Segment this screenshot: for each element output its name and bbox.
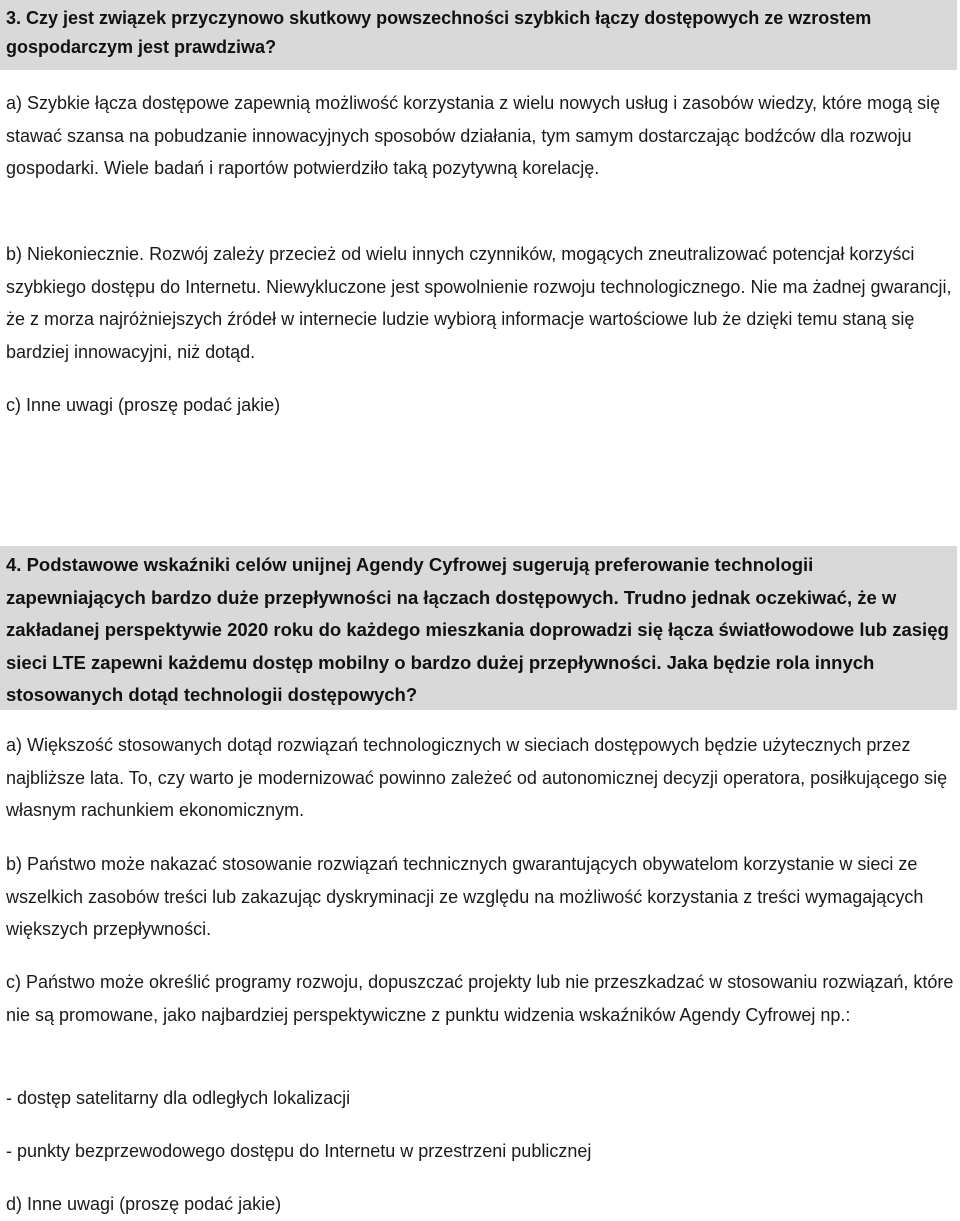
question-3-option-b: b) Niekoniecznie. Rozwój zależy przecież od wielu innych czynników, mogących zneutralizować potencjał korzyści szybkiego dostępu do Internetu. Niewykluczone jest spowolnienie rozwoju technologicznego. Nie ma żadnej gwarancji, że z morza najróżniejszych źródeł w internecie ludzie wybiorą informacje wartościowe lub że dzięki temu staną się bardziej innowacyjni, niż dotąd. <box>6 244 952 362</box>
question-4-option-c-item-wireless: - punkty bezprzewodowego dostępu do Internetu w przestrzeni publicznej <box>6 1141 592 1161</box>
question-3-heading: 3. Czy jest związek przyczynowo skutkowy powszechności szybkich łączy dostępowych ze wzrostem gospodarczym jest prawdziwa? <box>0 0 957 70</box>
question-4-option-c-item-satellite: - dostęp satelitarny dla odległych lokalizacji <box>6 1088 351 1108</box>
question-4-option-c: c) Państwo może określić programy rozwoju, dopuszczać projekty lub nie przeszkadzać w stosowaniu rozwiązań, które nie są promowane, jako najbardziej perspektywiczne z punktu widzenia wskaźników Agendy Cyfrowej np.: <box>6 972 954 1025</box>
question-4-heading: 4. Podstawowe wskaźniki celów unijnej Agendy Cyfrowej sugerują preferowanie technologii zapewniających bardzo duże przepływności na łączach dostępowych. Trudno jednak oczekiwać, że w zakładanej perspektywie 2020 roku do każdego mieszkania doprowadzi się łącza światłowodowe lub zasięg sieci LTE zapewni każdemu dostęp mobilny o bardzo dużej przepływności. Jaka będzie rola innych stosowanych dotąd technologii dostępowych? <box>0 546 957 710</box>
question-4-option-a: a) Większość stosowanych dotąd rozwiązań technologicznych w sieciach dostępowych będzie użytecznych przez najbliższe lata. To, czy warto je modernizować powinno zależeć od autonomicznej decyzji operatora, posiłkującego się własnym rachunkiem ekonomicznym. <box>6 735 948 820</box>
question-4-option-d: d) Inne uwagi (proszę podać jakie) <box>6 1194 282 1214</box>
question-4-option-b: b) Państwo może nakazać stosowanie rozwiązań technicznych gwarantujących obywatelom korzystanie w sieci ze wszelkich zasobów treści lub zakazując dyskryminacji ze względu na możliwość korzystania z treści wymagających większych przepływności. <box>6 854 924 939</box>
question-3-option-a: a) Szybkie łącza dostępowe zapewnią możliwość korzystania z wielu nowych usług i zasobów wiedzy, które mogą się stawać szansa na pobudzanie innowacyjnych sposobów działania, tym samym dostarczając bodźców dla rozwoju gospodarki. Wiele badań i raportów potwierdziło taką pozytywną korelację. <box>6 93 941 178</box>
question-3-option-c: c) Inne uwagi (proszę podać jakie) <box>6 395 281 415</box>
